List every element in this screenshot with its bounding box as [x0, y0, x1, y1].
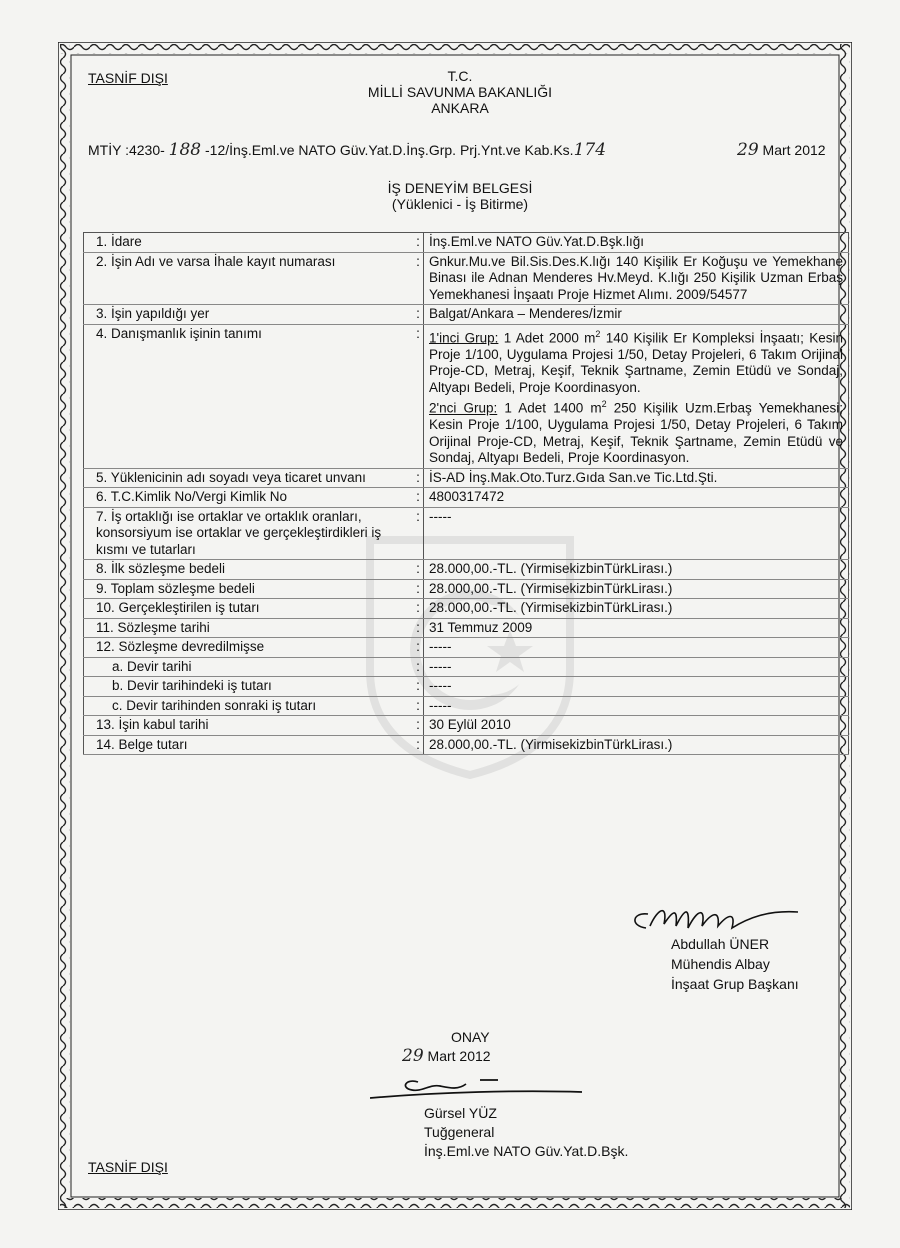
approval-date-handwritten-day: 29 [402, 1046, 424, 1066]
row-value-consultancy-description [424, 324, 849, 468]
row-value: 30 Eylül 2010 [424, 716, 849, 736]
row-label: 14. Belge tutarı [84, 735, 414, 755]
signer-2-title: İnş.Eml.ve NATO Güv.Yat.D.Bşk. [424, 1143, 629, 1159]
group-2-label: 2'nci Grup: [429, 400, 498, 416]
row-colon: : [413, 560, 424, 580]
signer-1-block [671, 934, 799, 994]
row-value: 28.000,00.-TL. (YirmisekizbinTürkLirası.) [424, 579, 849, 599]
group-2-text-b: 250 Kişilik Uzm.Erbaş Yemekhanesi; Kesin Proje 1/100, Uygulama Projesi 1/50, Detay Projeleri, 6 Takım Orijinal Proje-CD, Metraj, Keşif, Teknik Şartname, Zemin Etüdü ve Sondaj, Altyapı Bedeli, Proje Koordinasyon. [429, 400, 843, 465]
signer-2-rank: Tuğgeneral [424, 1124, 495, 1140]
row-colon: : [413, 599, 424, 619]
reference-prefix: MTİY :4230- [88, 142, 165, 158]
date-handwritten-day: 29 [737, 140, 759, 160]
group-2-text-a: 1 Adet 1400 m [504, 400, 602, 416]
row-label: a. Devir tarihi [84, 657, 414, 677]
row-colon: : [413, 716, 424, 736]
row-colon: : [413, 735, 424, 755]
row-colon: : [413, 579, 424, 599]
row-value: ----- [424, 507, 849, 560]
row-label: 4. Danışmanlık işinin tanımı [84, 324, 414, 468]
table-row [84, 324, 849, 468]
group-1-text-b: 140 Kişilik Er Kompleksi İnşaatı; Kesin Proje 1/100, Uygulama Projesi 1/50, Detay Projeleri, 6 Takım Orijinal Proje-CD, Metraj, Keşif, Teknik Şartname, Zemin Etüdü ve Sondaj, Altyapı Bedeli, Proje Koordinasyon. [429, 330, 843, 395]
table-row [84, 716, 849, 736]
row-label: 9. Toplam sözleşme bedeli [84, 579, 414, 599]
signer-2-name: Gürsel YÜZ [424, 1105, 497, 1121]
table-row [84, 735, 849, 755]
reference-handwritten-number-2: 174 [573, 140, 607, 160]
row-label: 10. Gerçekleştirilen iş tutarı [84, 599, 414, 619]
table-row [84, 696, 849, 716]
group-1-superscript: 2 [595, 328, 601, 339]
row-value: Balgat/Ankara – Menderes/İzmir [424, 305, 849, 325]
org-line-2: MİLLİ SAVUNMA BAKANLIĞI [367, 84, 553, 100]
row-value: İnş.Eml.ve NATO Güv.Yat.D.Bşk.lığı [424, 233, 849, 253]
group-2-superscript: 2 [601, 399, 607, 409]
row-label: 5. Yüklenicinin adı soyadı veya ticaret unvanı [84, 468, 414, 488]
row-label: b. Devir tarihindeki iş tutarı [84, 677, 414, 697]
row-colon: : [413, 638, 424, 658]
table-row [84, 488, 849, 508]
reference-line [88, 140, 606, 160]
row-value: 28.000,00.-TL. (YirmisekizbinTürkLirası.) [424, 599, 849, 619]
classification-top: TASNİF DIŞI [88, 70, 168, 86]
row-colon: : [413, 618, 424, 638]
reference-middle: -12/İnş.Eml.ve NATO Güv.Yat.D.İnş.Grp. Prj.Ynt.ve Kab.Ks. [205, 142, 574, 158]
row-label: 12. Sözleşme devredilmişse [84, 638, 414, 658]
row-value: ----- [424, 696, 849, 716]
table-row [84, 657, 849, 677]
group-1-text-a: 1 Adet 2000 m [503, 330, 596, 345]
row-value: ----- [424, 638, 849, 658]
row-value: ----- [424, 677, 849, 697]
table-row [84, 560, 849, 580]
org-line-3: ANKARA [431, 100, 489, 116]
reference-handwritten-number: 188 [168, 140, 202, 160]
row-value: 4800317472 [424, 488, 849, 508]
row-colon: : [413, 657, 424, 677]
row-colon: : [413, 488, 424, 508]
row-colon: : [413, 468, 424, 488]
row-colon: : [413, 696, 424, 716]
approval-label: ONAY [451, 1029, 490, 1045]
date-month-year: Mart 2012 [762, 142, 826, 158]
row-colon: : [413, 677, 424, 697]
organization-block [350, 68, 570, 116]
table-row [84, 618, 849, 638]
row-value: 28.000,00.-TL. (YirmisekizbinTürkLirası.) [424, 560, 849, 580]
table-row [84, 305, 849, 325]
table-row [84, 252, 849, 305]
row-value: Gnkur.Mu.ve Bil.Sis.Des.K.lığı 140 Kişilik Er Koğuşu ve Yemekhane Binası ile Adnan Menderes Hv.Meyd. K.lığı 250 Kişilik Uzman Erbaş Yemekhanesi İnşaatı Proje Hizmet Alımı. 2009/54577 [424, 252, 849, 305]
row-label: 3. İşin yapıldığı yer [84, 305, 414, 325]
row-label: 11. Sözleşme tarihi [84, 618, 414, 638]
row-label: 2. İşin Adı ve varsa İhale kayıt numarası [84, 252, 414, 305]
table-row [84, 579, 849, 599]
table-row [84, 233, 849, 253]
experience-form-table [83, 232, 849, 755]
table-row [84, 599, 849, 619]
signer-2-block [424, 1104, 628, 1161]
signer-1-name: Abdullah ÜNER [671, 936, 770, 952]
table-row [84, 677, 849, 697]
approval-date [402, 1046, 491, 1066]
row-colon: : [413, 324, 424, 468]
row-label: 1. İdare [84, 233, 414, 253]
signer-1-rank: Mühendis Albay [671, 956, 770, 972]
document-date [737, 140, 826, 160]
row-value: 28.000,00.-TL. (YirmisekizbinTürkLirası.) [424, 735, 849, 755]
row-label: 13. İşin kabul tarihi [84, 716, 414, 736]
row-value: İS-AD İnş.Mak.Oto.Turz.Gıda San.ve Tic.Ltd.Şti. [424, 468, 849, 488]
row-label: c. Devir tarihinden sonraki iş tutarı [84, 696, 414, 716]
document-subtitle: (Yüklenici - İş Bitirme) [391, 196, 529, 212]
row-colon: : [413, 233, 424, 253]
approval-date-month-year: Mart 2012 [427, 1048, 491, 1064]
table-row [84, 507, 849, 560]
org-line-1: T.C. [447, 68, 473, 84]
table-row [84, 468, 849, 488]
classification-bottom: TASNİF DIŞI [88, 1159, 168, 1175]
table-row [84, 638, 849, 658]
signature-2-graphic [370, 1070, 585, 1104]
row-label: 6. T.C.Kimlik No/Vergi Kimlik No [84, 488, 414, 508]
row-value: ----- [424, 657, 849, 677]
row-value: 31 Temmuz 2009 [424, 618, 849, 638]
row-label: 8. İlk sözleşme bedeli [84, 560, 414, 580]
signer-1-title: İnşaat Grup Başkanı [671, 976, 799, 992]
group-1-label: 1'inci Grup: [429, 330, 499, 345]
row-colon: : [413, 507, 424, 560]
document-title: İŞ DENEYİM BELGESİ [387, 180, 533, 196]
row-label: 7. İş ortaklığı ise ortaklar ve ortaklık oranları, konsorsiyum ise ortaklar ve gerçekleştirdikleri iş kısmı ve tutarları [84, 507, 414, 560]
row-colon: : [413, 305, 424, 325]
row-colon: : [413, 252, 424, 305]
